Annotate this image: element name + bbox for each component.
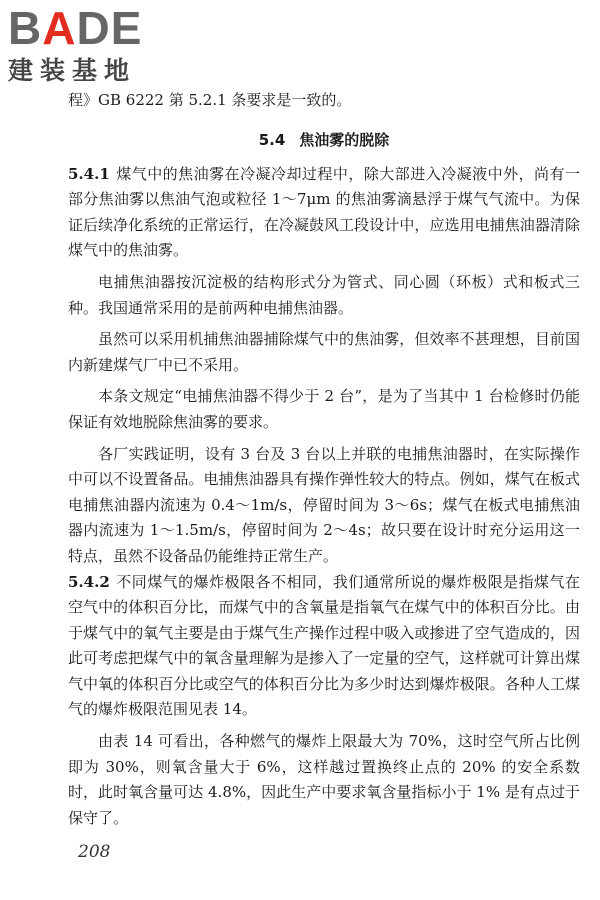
section-number: 5.4 <box>258 130 286 149</box>
paragraph-table-14: 由表 14 可看出，各种燃气的爆炸上限最大为 70%，这时空气所占比例即为 30%，则氧含量大于 6%，这样越过置换终止点的 20% 的安全系数时，此时氧含量可达 4.8%，因此生产中要求氧含量指标小于 1% 是有点过于保守了。 <box>68 732 580 827</box>
clause-text: 煤气中的焦油雾在冷凝冷却过程中，除大部进入冷凝液中外，尚有一部分焦油雾以焦油气泡或粒径 1～7μm 的焦油雾滴悬浮于煤气气流中。为保证后续净化系统的正常运行，在冷凝鼓风工段设计中，应选用电捕焦油器清除煤气中的焦油雾。 <box>68 164 580 260</box>
clause-number: 5.4.1 <box>68 164 110 183</box>
paragraph-types: 电捕焦油器按沉淀极的结构形式分为管式、同心圆（环板）式和板式三种。我国通常采用的是前两种电捕焦油器。 <box>68 272 580 317</box>
section-heading <box>68 128 580 152</box>
section-title: 焦油雾的脱除 <box>299 130 390 149</box>
paragraph-rule: 本条文规定“电捕焦油器不得少于 2 台”，是为了当其中 1 台检修时仍能保证有效地脱除焦油雾的要求。 <box>68 387 580 431</box>
logo-wordmark <box>8 4 178 52</box>
intro-text: 程》GB 6222 第 5.2.1 条要求是一致的。 <box>68 91 352 109</box>
page-number: 208 <box>78 842 111 862</box>
paragraph-mechanical: 虽然可以采用机捕焦油器捕除煤气中的焦油雾，但效率不甚理想，目前国内新建煤气厂中已不采用。 <box>68 330 580 374</box>
logo-letter-a: A <box>42 2 77 54</box>
clause-5-4-2 <box>68 570 580 724</box>
bade-logo <box>8 4 178 88</box>
clause-number: 5.4.2 <box>68 572 110 591</box>
logo-letter-b: B <box>8 2 43 54</box>
paragraph-practice: 各厂实践证明，设有 3 台及 3 台以上并联的电捕焦油器时，在实际操作中可以不设置备品。电捕焦油器具有操作弹性较大的特点。例如，煤气在板式电捕焦油器内流速为 0.4～1m/s，停留时间为 3～6s；煤气在板式电捕焦油器内流速为 1～1.5m/s，停留时间为 2～4s；故只要在设计时充分运用这一特点，虽然不设备品仍能维持正常生产。 <box>68 444 580 565</box>
clause-5-4-1 <box>68 162 580 264</box>
logo-letters-de: DE <box>76 2 143 54</box>
clause-text: 不同煤气的爆炸极限各不相同，我们通常所说的爆炸极限是指煤气在空气中的体积百分比，而煤气中的含氧量是指氧气在煤气中的体积百分比。由于煤气中的氧气主要是由于煤气生产操作过程中吸入或掺进了空气造成的，因此可考虑把煤气中的氧含量理解为是掺入了一定量的空气，这样就可计算出煤气中氧的体积百分比或空气的体积百分比为多少时达到爆炸极限。各种人工煤气的爆炸极限范围见表 14。 <box>68 572 580 719</box>
logo-subtitle: 建装基地 <box>8 56 137 85</box>
page-body <box>68 88 580 831</box>
